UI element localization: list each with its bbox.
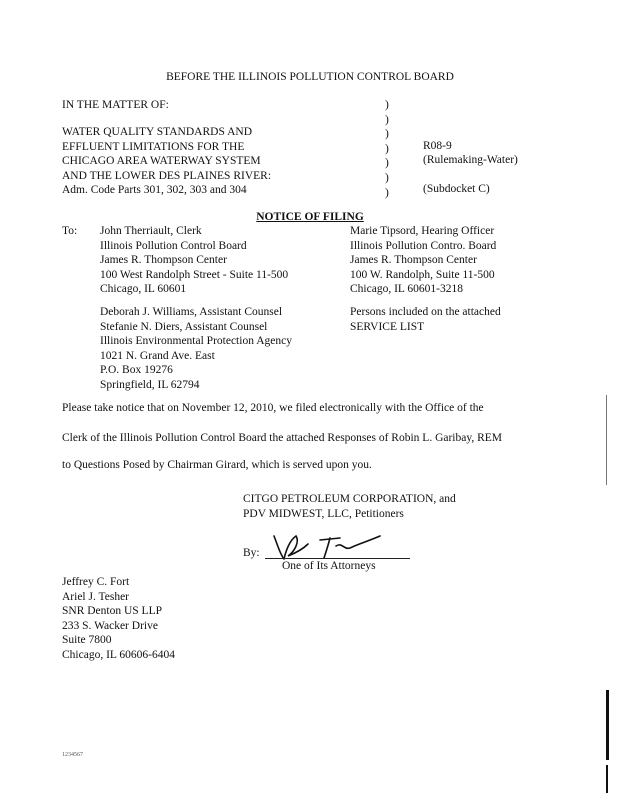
case-type: (Rulemaking-Water) [423,154,518,166]
paren: ) [385,157,389,170]
address-line: P.O. Box 19276 [100,364,173,377]
address-line: James R. Thompson Center [350,254,477,267]
address-line: Chicago, IL 60601-3218 [350,283,463,296]
attorney-line: Jeffrey C. Fort [62,576,130,588]
caption-text [62,125,271,198]
address-line: 1021 N. Grand Ave. East [100,349,215,362]
address-line: Persons included on the attached [350,306,501,318]
recipient-hearing-officer [350,224,496,297]
address-line: Deborah J. Williams, Assistant Counsel [100,306,283,318]
caption-line: CHICAGO AREA WATERWAY SYSTEM [62,155,261,168]
address-line: Illinois Pollution Control Board [100,239,247,252]
attorney-line: Ariel J. Tesher [62,590,130,603]
scan-mark [606,395,607,485]
paren: ) [385,113,389,126]
footer-code: 1234567 [62,752,83,758]
recipient-iepa [100,305,292,393]
scan-mark [606,765,608,793]
address-line: Illinois Environmental Protection Agency [100,335,292,348]
signer-caption: One of Its Attorneys [282,560,376,572]
caption-parens [385,98,389,200]
body-line-2: Clerk of the Illinois Pollution Control Board the attached Responses of Robin L. Garibay, REM [62,432,503,444]
attorney-line: Chicago, IL 60606-6404 [62,648,175,661]
paren: ) [385,142,389,155]
body-line-3: to Questions Posed by Chairman Girard, which is served upon you. [62,459,372,471]
attorney-line: 233 S. Wacker Drive [62,619,158,632]
attorney-block [62,575,175,663]
address-line: Chicago, IL 60601 [100,283,187,296]
attorney-line: Suite 7800 [62,634,112,647]
caption-line: EFFLUENT LIMITATIONS FOR THE [62,140,245,153]
address-line: Illinois Pollution Contro. Board [350,239,497,252]
scan-mark [606,690,609,760]
caption-line: Adm. Code Parts 301, 302, 303 and 304 [62,184,247,197]
court-title: BEFORE THE ILLINOIS POLLUTION CONTROL BOARD [166,71,454,83]
caption-line: WATER QUALITY STANDARDS AND [62,126,252,138]
by-label: By: [243,547,260,559]
address-line: Stefanie N. Diers, Assistant Counsel [100,320,268,333]
case-number: R08-9 [423,140,452,152]
body-line-1: Please take notice that on November 12, 2010, we filed electronically with the Office of the [62,402,484,414]
recipient-service-list [350,305,501,334]
notice-title: NOTICE OF FILING [256,211,364,223]
paren: ) [385,128,389,141]
attorney-line: SNR Denton US LLP [62,605,162,618]
address-line: John Therriault, Clerk [100,225,202,237]
to-label: To: [62,225,78,237]
caption-line: AND THE LOWER DES PLAINES RIVER: [62,169,272,182]
address-line: SERVICE LIST [350,320,425,333]
party-line-1: CITGO PETROLEUM CORPORATION, and [243,493,456,505]
handwritten-signature [262,528,412,562]
paren: ) [385,99,389,111]
address-line: 100 West Randolph Street - Suite 11-500 [100,268,289,281]
address-line: Springfield, IL 62794 [100,378,200,391]
address-line: Marie Tipsord, Hearing Officer [350,225,495,237]
paren: ) [385,186,389,199]
address-line: 100 W. Randolph, Suite 11-500 [350,268,495,281]
party-line-2: PDV MIDWEST, LLC, Petitioners [243,508,404,520]
paren: ) [385,171,389,184]
recipient-clerk [100,224,288,297]
matter-label: IN THE MATTER OF: [62,99,169,111]
address-line: James R. Thompson Center [100,254,227,267]
subdocket: (Subdocket C) [423,183,490,195]
